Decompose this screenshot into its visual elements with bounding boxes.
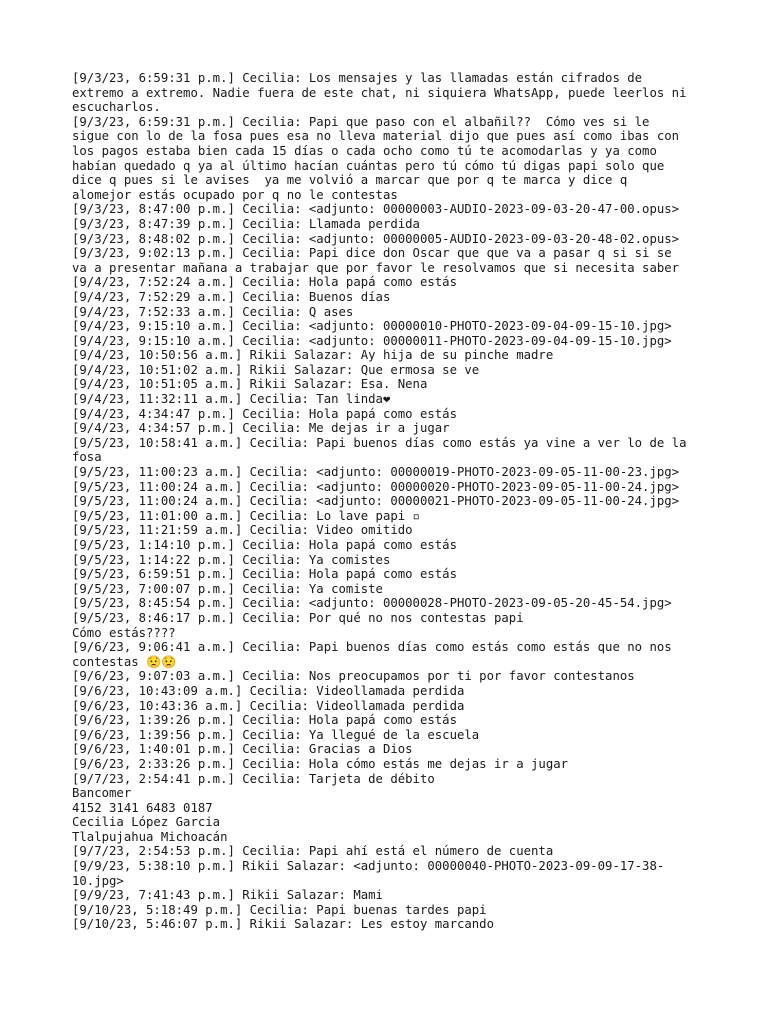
transcript-line: [9/4/23, 4:34:47 p.m.] Cecilia: Hola papá como estás: [72, 406, 457, 421]
transcript-line: [9/4/23, 4:34:57 p.m.] Cecilia: Me dejas ir a jugar: [72, 421, 450, 436]
transcript-line: [9/3/23, 6:59:31 p.m.] Cecilia: Papi que paso con el albañil?? Cómo ves si le: [72, 114, 650, 129]
transcript-line: [9/9/23, 5:38:10 p.m.] Rikii Salazar: <adjunto: 00000040-PHOTO-2023-09-09-17-38-: [72, 859, 665, 874]
transcript-line: [9/6/23, 1:39:56 p.m.] Cecilia: Ya llegué de la escuela: [72, 727, 480, 742]
transcript-line: [9/6/23, 9:06:41 a.m.] Cecilia: Papi buenos días como estás como estás que no nos: [72, 640, 672, 655]
transcript-line: [9/5/23, 6:59:51 p.m.] Cecilia: Hola papá como estás: [72, 567, 457, 582]
transcript-line: [9/5/23, 1:14:10 p.m.] Cecilia: Hola papá como estás: [72, 538, 457, 552]
transcript-line: [9/4/23, 10:51:05 a.m.] Rikii Salazar: Esa. Nena: [72, 377, 428, 392]
transcript-line: dice q pues si le avises ya me volvió a marcar que por q te marca y dice q: [72, 173, 628, 188]
transcript-line: [9/3/23, 9:02:13 p.m.] Cecilia: Papi dice don Oscar que que va a pasar q si si se: [72, 246, 672, 261]
transcript-line: [9/10/23, 5:46:07 p.m.] Rikii Salazar: Les estoy marcando: [72, 917, 494, 932]
transcript-line: [9/5/23, 1:14:22 p.m.] Cecilia: Ya comistes: [72, 552, 391, 567]
transcript-line: [9/6/23, 1:39:26 p.m.] Cecilia: Hola papá como estás: [72, 713, 457, 728]
transcript-line: [9/4/23, 7:52:24 a.m.] Cecilia: Hola papá como estás: [72, 275, 457, 290]
transcript-line: [9/7/23, 2:54:53 p.m.] Cecilia: Papi ahí está el número de cuenta: [72, 844, 554, 859]
transcript-line: [9/4/23, 9:15:10 a.m.] Cecilia: <adjunto: 00000010-PHOTO-2023-09-04-09-15-10.jpg>: [72, 319, 672, 334]
transcript-line: habían quedado q ya al último hacían cuántas pero tú cómo tú digas papi solo que: [72, 158, 665, 173]
transcript-line: [9/5/23, 11:00:23 a.m.] Cecilia: <adjunto: 00000019-PHOTO-2023-09-05-11-00-23.jpg>: [72, 465, 680, 480]
transcript-line: 4152 3141 6483 0187: [72, 800, 213, 815]
transcript-line: [9/6/23, 1:40:01 p.m.] Cecilia: Gracias a Dios: [72, 742, 413, 757]
transcript-line: Cómo estás????: [72, 625, 176, 640]
transcript-line: [9/5/23, 11:21:59 a.m.] Cecilia: Video omitido: [72, 523, 413, 538]
transcript-line: [9/9/23, 7:41:43 p.m.] Rikii Salazar: Mami: [72, 888, 383, 903]
transcript-line: sigue con lo de la fosa pues esa no lleva material dijo que pues así como ibas con: [72, 129, 680, 144]
transcript-line: [9/6/23, 10:43:36 a.m.] Cecilia: Videollamada perdida: [72, 698, 465, 713]
transcript-line: contestas 😟😟: [72, 654, 177, 669]
transcript-line: extremo a extremo. Nadie fuera de este chat, ni siquiera WhatsApp, puede leerlos ni: [72, 85, 687, 100]
transcript-line: Bancomer: [72, 786, 132, 801]
transcript-line: los pagos estaba bien cada 15 días o cada ocho como tú te acomodarlas y ya como: [72, 143, 657, 158]
transcript-line: Tlalpujahua Michoacán: [72, 829, 228, 844]
transcript-line: [9/5/23, 8:46:17 p.m.] Cecilia: Por qué no nos contestas papi: [72, 610, 524, 625]
transcript-line: va a presentar mañana a trabajar que por favor le resolvamos que si necesita saber: [72, 260, 680, 275]
transcript-line: 10.jpg>: [72, 873, 124, 888]
transcript-line: [9/4/23, 10:51:02 a.m.] Rikii Salazar: Que ermosa se ve: [72, 362, 480, 377]
transcript-line: [9/5/23, 11:00:24 a.m.] Cecilia: <adjunto: 00000021-PHOTO-2023-09-05-11-00-24.jpg>: [72, 494, 680, 509]
transcript-line: fosa: [72, 450, 102, 465]
transcript-line: [9/5/23, 10:58:41 a.m.] Cecilia: Papi buenos días como estás ya vine a ver lo de la: [72, 435, 687, 450]
transcript-line: [9/6/23, 10:43:09 a.m.] Cecilia: Videollamada perdida: [72, 683, 465, 698]
transcript-line: [9/4/23, 10:50:56 a.m.] Rikii Salazar: Ay hija de su pinche madre: [72, 348, 554, 363]
transcript-line: [9/10/23, 5:18:49 p.m.] Cecilia: Papi buenas tardes papi: [72, 902, 487, 917]
transcript-line: [9/4/23, 11:32:11 a.m.] Cecilia: Tan linda❤: [72, 392, 391, 407]
transcript-line: [9/3/23, 8:47:39 p.m.] Cecilia: Llamada perdida: [72, 216, 420, 231]
transcript-line: [9/5/23, 11:00:24 a.m.] Cecilia: <adjunto: 00000020-PHOTO-2023-09-05-11-00-24.jpg>: [72, 479, 680, 494]
transcript-line: [9/4/23, 7:52:33 a.m.] Cecilia: Q ases: [72, 304, 354, 319]
transcript-line: [9/6/23, 2:33:26 p.m.] Cecilia: Hola cómo estás me dejas ir a jugar: [72, 756, 569, 771]
transcript-line: [9/3/23, 8:48:02 p.m.] Cecilia: <adjunto: 00000005-AUDIO-2023-09-03-20-48-02.opus>: [72, 231, 680, 246]
transcript-line: [9/6/23, 9:07:03 a.m.] Cecilia: Nos preocupamos por ti por favor contestanos: [72, 669, 635, 684]
transcript-line: [9/5/23, 7:00:07 p.m.] Cecilia: Ya comiste: [72, 581, 383, 596]
transcript-line: [9/5/23, 11:01:00 a.m.] Cecilia: Lo lave papi ▫: [72, 508, 420, 523]
transcript-line: [9/3/23, 6:59:31 p.m.] Cecilia: Los mensajes y las llamadas están cifrados de: [72, 71, 643, 85]
transcript-line: [9/4/23, 9:15:10 a.m.] Cecilia: <adjunto: 00000011-PHOTO-2023-09-04-09-15-10.jpg>: [72, 333, 672, 348]
transcript-line: [9/7/23, 2:54:41 p.m.] Cecilia: Tarjeta de débito: [72, 771, 435, 786]
transcript-line: [9/4/23, 7:52:29 a.m.] Cecilia: Buenos días: [72, 289, 391, 304]
transcript-line: alomejor estás ocupado por q no le contestas: [72, 187, 398, 202]
transcript-line: Cecilia López Garcia: [72, 815, 221, 830]
transcript-line: [9/3/23, 8:47:00 p.m.] Cecilia: <adjunto: 00000003-AUDIO-2023-09-03-20-47-00.opus>: [72, 202, 680, 217]
transcript-line: [9/5/23, 8:45:54 p.m.] Cecilia: <adjunto: 00000028-PHOTO-2023-09-05-20-45-54.jpg>: [72, 596, 672, 611]
transcript-line: escucharlos.: [72, 100, 161, 115]
chat-transcript: [72, 71, 712, 932]
